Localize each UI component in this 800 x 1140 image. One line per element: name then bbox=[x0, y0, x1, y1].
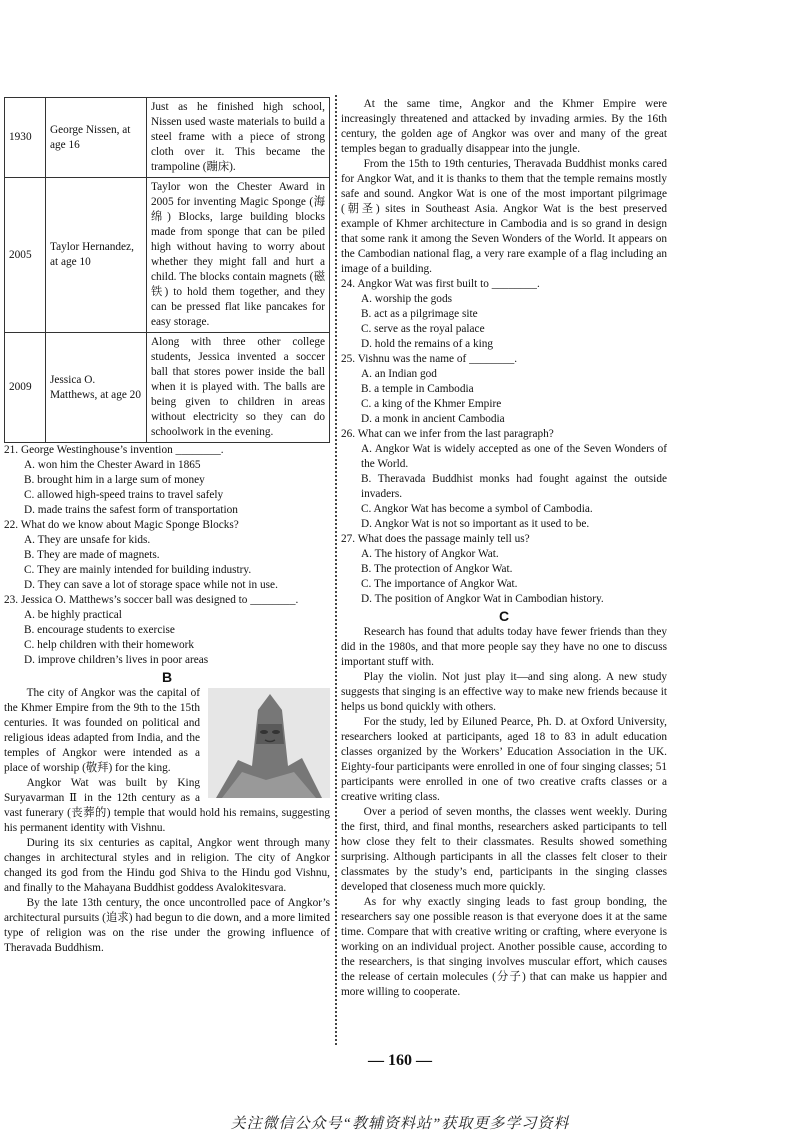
inventor-table bbox=[4, 97, 330, 443]
option-b: B. encourage students to exercise bbox=[24, 624, 175, 636]
option-c: C. allowed high-speed trains to travel safely bbox=[24, 489, 224, 501]
question-stem: 26. What can we infer from the last paragraph? bbox=[341, 428, 554, 440]
inventor-name-cell: George Nissen, at age 16 bbox=[46, 98, 147, 178]
question-stem: 22. What do we know about Magic Sponge Blocks? bbox=[4, 519, 239, 531]
question-stem: 23. Jessica O. Matthews’s soccer ball was designed to ________. bbox=[4, 594, 299, 606]
question-26 bbox=[341, 427, 667, 532]
question-25 bbox=[341, 352, 667, 427]
page-number: — 160 — bbox=[368, 1052, 432, 1069]
year-cell: 2005 bbox=[5, 178, 46, 333]
option-a: A. won him the Chester Award in 1865 bbox=[24, 459, 201, 471]
paragraph: For the study, led by Eiluned Pearce, Ph. D. at Oxford University, researchers looked at participants, aged 18 to 83 in adult education classes organized by the Workers’ Education Association in the UK. Eighty-four participants were enrolled in one of four singing classes; 51 participants were enrolled in one of two creative crafts classes or a creative writing class. bbox=[341, 716, 667, 803]
question-21 bbox=[4, 443, 330, 518]
option-d: D. They can save a lot of storage space while not in use. bbox=[24, 579, 278, 591]
option-a: A. They are unsafe for kids. bbox=[24, 534, 151, 546]
paragraph: Play the violin. Not just play it—and sing along. A new study suggests that singing is an effective way to make new friends because it helps us bond quickly with others. bbox=[341, 671, 667, 713]
option-b: B. The protection of Angkor Wat. bbox=[361, 563, 513, 575]
question-stem: 27. What does the passage mainly tell us? bbox=[341, 533, 530, 545]
option-c: C. a king of the Khmer Empire bbox=[361, 398, 502, 410]
question-stem: 25. Vishnu was the name of ________. bbox=[341, 353, 518, 365]
option-a: A. worship the gods bbox=[361, 293, 452, 305]
question-22 bbox=[4, 518, 330, 593]
table-row bbox=[5, 333, 330, 443]
invention-description-cell: Taylor won the Chester Award in 2005 for inventing Magic Sponge (海绵) Blocks, large building blocks made from sponge that can be piled high without having to worry about whether they might fall and hurt a child. The blocks contain magnets (磁铁) to hold them together, and they can be pressed flat like pancakes for easy storage. bbox=[147, 178, 330, 333]
option-d: D. The position of Angkor Wat in Cambodian history. bbox=[361, 593, 604, 605]
invention-description-cell: Just as he finished high school, Nissen used waste materials to build a steel frame with a piece of strong cloth over it. This became the trampoline (蹦床). bbox=[147, 98, 330, 178]
table-row bbox=[5, 178, 330, 333]
footer-note: 关注微信公众号“教辅资料站”获取更多学习资料 bbox=[230, 1116, 570, 1132]
option-d: D. hold the remains of a king bbox=[361, 338, 494, 350]
paragraph: At the same time, Angkor and the Khmer Empire were increasingly threatened and attacked by invading armies. By the 16th century, the golden age of Angkor was over and many of the great temples began to gradually disappear into the jungle. bbox=[341, 98, 667, 155]
paragraph: Angkor Wat was built by King Suryavarman Ⅱ in the 12th century as a vast funerary (丧葬的) temple that would hold his remains, suggesting his permanent identity with Vishnu. bbox=[4, 777, 330, 834]
paragraph: During its six centuries as capital, Angkor went through many changes in architectural styles and in religion. The city of Angkor changed its god from the Hindu god Shiva to the Hindu god Vishnu, and finally to the Mahayana Buddhist goddess Avalokitesvara. bbox=[4, 837, 330, 894]
table-row bbox=[5, 98, 330, 178]
option-c: C. The importance of Angkor Wat. bbox=[361, 578, 518, 590]
option-a: A. The history of Angkor Wat. bbox=[361, 548, 499, 560]
option-b: B. They are made of magnets. bbox=[24, 549, 160, 561]
section-c-heading: C bbox=[498, 608, 510, 624]
left-column bbox=[4, 97, 330, 956]
paragraph: As for why exactly singing leads to fast group bonding, the researchers say one possible reason is that everyone does it at the same time. Compare that with creative writing or crafting, where everyone is working on an individual project. Another possible cause, according to the researchers, is that singing involves muscular effort, which causes the release of certain molecules (分子) that can make us happier and more willing to cooperate. bbox=[341, 896, 667, 998]
option-c: C. They are mainly intended for building industry. bbox=[24, 564, 252, 576]
inventor-name-cell: Jessica O. Matthews, at age 20 bbox=[46, 333, 147, 443]
option-a: A. be highly practical bbox=[24, 609, 122, 621]
option-a: A. an Indian god bbox=[361, 368, 437, 380]
option-c: C. Angkor Wat has become a symbol of Cambodia. bbox=[361, 503, 593, 515]
option-b: B. a temple in Cambodia bbox=[361, 383, 474, 395]
option-b: B. Theravada Buddhist monks had fought against the outside invaders. bbox=[361, 473, 667, 500]
option-d: D. Angkor Wat is not so important as it used to be. bbox=[361, 518, 590, 530]
paragraph: From the 15th to 19th centuries, Theravada Buddhist monks cared for Angkor Wat, and it is thanks to them that the temple remains mostly safe and sound. Angkor Wat is one of the most important pilgrimage (朝圣) sites in Southeast Asia. Angkor Wat is the best preserved example of Khmer architecture in Cambodia and is so grand in design that some rank it among the Seven Wonders of the World. It appears on the Cambodian national flag, a very rare example of a flag including an image of a building. bbox=[341, 158, 667, 275]
inventor-name-cell: Taylor Hernandez, at age 10 bbox=[46, 178, 147, 333]
year-cell: 1930 bbox=[5, 98, 46, 178]
question-23 bbox=[4, 593, 330, 668]
option-d: D. made trains the safest form of transportation bbox=[24, 504, 238, 516]
angkor-temple-photo bbox=[208, 688, 330, 798]
paragraph: The city of Angkor was the capital of the Khmer Empire from the 9th to the 15th centuries. It was founded on political and religious ideas adapted from India, and the temples of Angkor were intended as a place of worship (敬拜) for the king. bbox=[4, 687, 200, 774]
option-d: D. a monk in ancient Cambodia bbox=[361, 413, 505, 425]
option-a: A. Angkor Wat is widely accepted as one of the Seven Wonders of the World. bbox=[361, 443, 667, 470]
option-b: B. brought him in a large sum of money bbox=[24, 474, 205, 486]
paragraph: Research has found that adults today have fewer friends than they did in the 1980s, and that more people say they have no one to discuss important stuff with. bbox=[341, 626, 667, 668]
column-divider bbox=[335, 95, 337, 1045]
right-column bbox=[341, 97, 667, 1000]
option-d: D. improve children’s lives in poor areas bbox=[24, 654, 209, 666]
option-c: C. help children with their homework bbox=[24, 639, 195, 651]
question-stem: 24. Angkor Wat was first built to ________. bbox=[341, 278, 540, 290]
paragraph: By the late 13th century, the once uncontrolled pace of Angkor’s architectural pursuits (追求) had begun to die down, and a more limited type of religion was on the rise under the growing influence of Theravada Buddhism. bbox=[4, 897, 330, 954]
question-27 bbox=[341, 532, 667, 607]
invention-description-cell: Along with three other college students, Jessica invented a soccer ball that stores power inside the ball when it is played with. The balls are being given to children in areas without electricity so they can do schoolwork in the evening. bbox=[147, 333, 330, 443]
question-stem: 21. George Westinghouse’s invention ________. bbox=[4, 444, 224, 456]
question-24 bbox=[341, 277, 667, 352]
option-b: B. act as a pilgrimage site bbox=[361, 308, 478, 320]
option-c: C. serve as the royal palace bbox=[361, 323, 485, 335]
section-b-heading: B bbox=[161, 669, 173, 685]
paragraph: Over a period of seven months, the classes went weekly. During the first, third, and final months, researchers asked participants to tell how close they felt to their classmates. Results showed something surprising. Although participants in all the classes felt closer to their classmates by the study’s end, participants in the singing classes developed that closeness much more quickly. bbox=[341, 806, 667, 893]
year-cell: 2009 bbox=[5, 333, 46, 443]
